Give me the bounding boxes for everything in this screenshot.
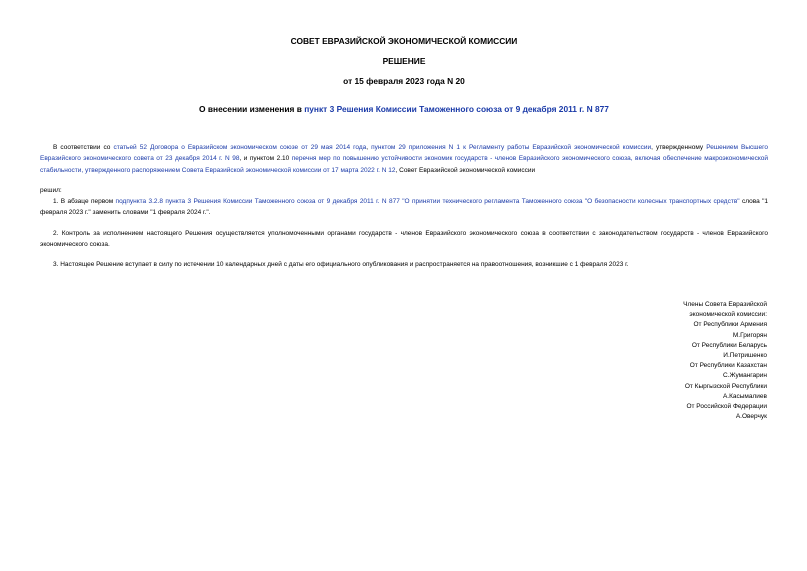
link-subitem-3-2-8[interactable]: подпункта 3.2.8 пункта 3 Решения Комиссии Таможенного союза от 9 декабря 2011 г. N 877 "О принятии технического регламента Таможенного союза "О безопасности колесных транспортных средств" (115, 198, 740, 205)
preamble-text-4: , и пунктом 2.10 (239, 155, 292, 163)
item1-text-2: слова "1 февраля 2023 г." заменить словами "1 февраля 2024 г.". (40, 198, 768, 217)
signature-line: От Республики Армения (693, 321, 767, 329)
title-link[interactable]: пункт 3 Решения Комиссии Таможенного союза от 9 декабря 2011 г. N 877 (304, 104, 609, 114)
link-measures-list[interactable]: перечня мер по повышению устойчивости экономик государств - членов Евразийского экономического союза, включая обеспечение макроэкономической стабильности, утвержденного распоряжением Совета Евразийской экономической комиссии от 17 марта 2022 г. N 12 (40, 155, 769, 174)
signature-intro-1: Члены Совета Евразийской (683, 301, 767, 308)
signature-line: От Кыргызской Республики (684, 382, 767, 390)
link-regulation-item-29[interactable]: пунктом 29 приложения N 1 к Регламенту работы Евразийской экономической комиссии (371, 144, 652, 151)
signature-line: А.Оверчук (735, 413, 767, 421)
preamble-text-2: , (366, 144, 372, 151)
link-treaty-article-52[interactable]: статьей 52 Договора о Евразийском экономическом союзе от 29 мая 2014 года (113, 144, 367, 151)
decision-item-2: 2. Контроль за исполнением настоящего Решения осуществляется уполномоченными органами государств - членов Евразийского экономического союза в соответствии с законодательством государств - членов Евразийского экономического союза. (40, 230, 768, 249)
preamble-text-3: , утвержденному (651, 144, 707, 151)
preamble-text-1: В соответствии со (53, 144, 114, 151)
signature-line: С.Жумангарин (723, 372, 767, 380)
signature-line: От Республики Казахстан (689, 362, 767, 370)
issuing-body: СОВЕТ ЕВРАЗИЙСКОЙ ЭКОНОМИЧЕСКОЙ КОМИССИИ (290, 36, 518, 46)
signature-intro-2: экономической комиссии: (689, 311, 767, 319)
signature-line: А.Касымалиев (722, 392, 767, 400)
document-title (40, 104, 768, 114)
decided-label: решил: (40, 187, 62, 194)
item1-text-1: 1. В абзаце первом (53, 198, 116, 205)
document-type: РЕШЕНИЕ (382, 56, 426, 66)
preamble-paragraph (40, 142, 768, 176)
signature-block (683, 300, 767, 422)
signature-line: От Российской Федерации (686, 403, 767, 411)
signature-line: От Республики Беларусь (691, 341, 767, 349)
decision-item-3: 3. Настоящее Решение вступает в силу по истечении 10 календарных дней с даты его официального опубликования и распространяется на правоотношения, возникшие с 1 февраля 2023 г. (53, 261, 629, 268)
signature-line: М.Григорян (732, 331, 767, 339)
signature-line: И.Петришенко (723, 352, 767, 360)
link-supreme-council-decision-98[interactable]: Решением Высшего Евразийского экономического совета от 23 декабря 2014 г. N 98 (40, 144, 768, 163)
title-prefix: О внесении изменения в (199, 104, 305, 114)
decision-item-1 (40, 196, 768, 219)
document-date-number: от 15 февраля 2023 года N 20 (343, 76, 465, 86)
preamble-text-5: , Совет Евразийской экономической комиссии (395, 166, 536, 174)
